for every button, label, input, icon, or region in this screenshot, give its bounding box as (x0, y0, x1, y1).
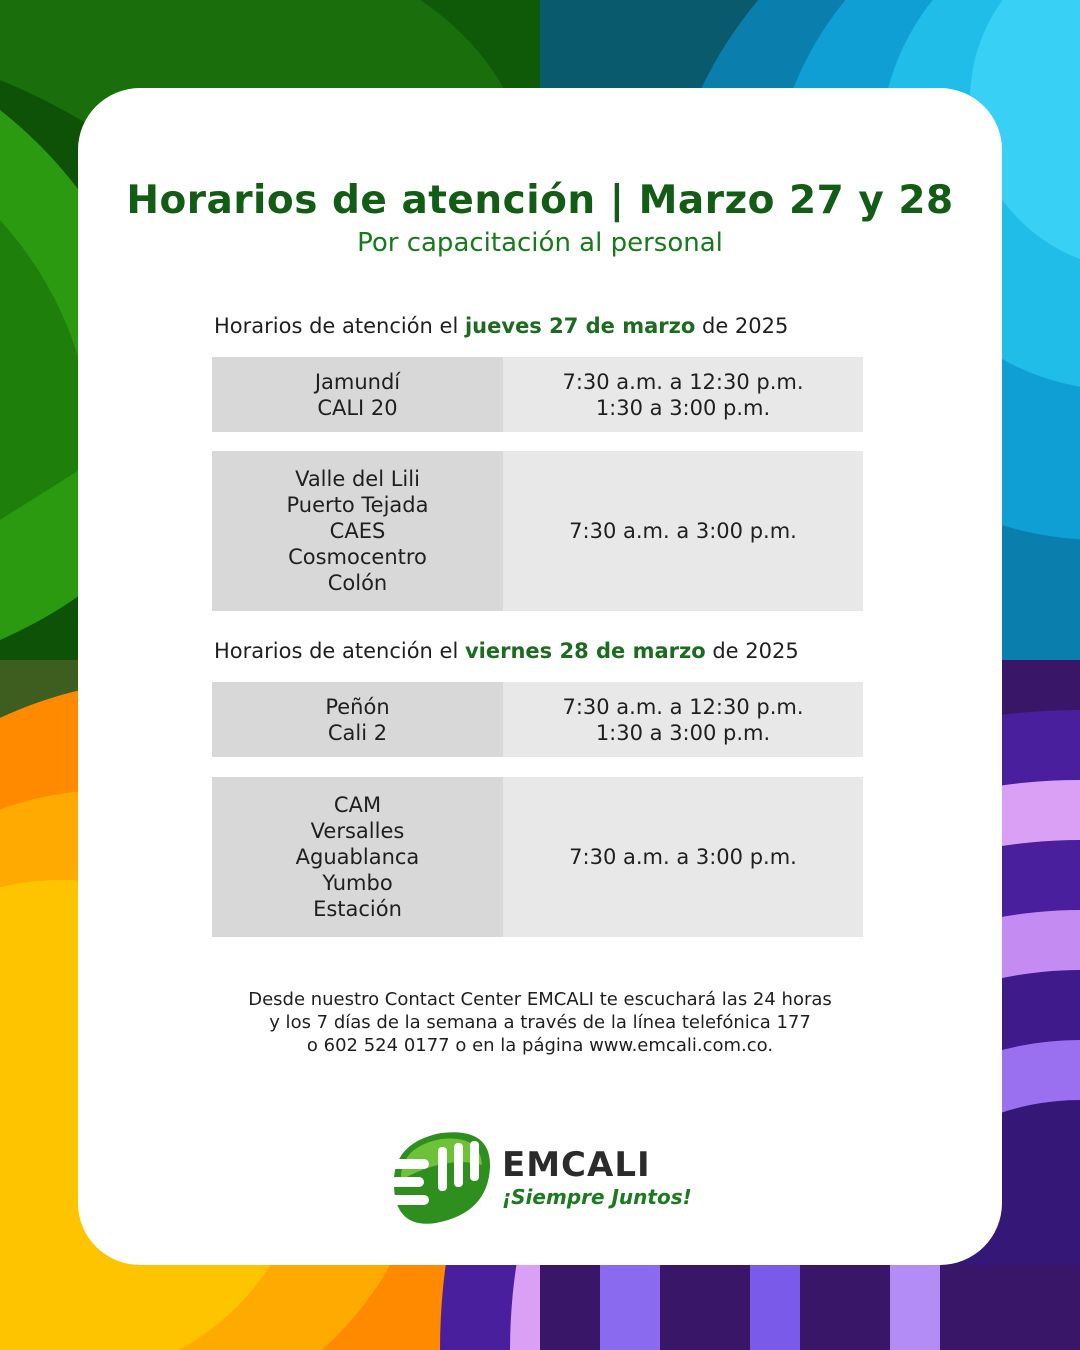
location-name: Puerto Tejada (286, 493, 429, 517)
table-row (212, 357, 863, 432)
locations-cell (212, 357, 503, 432)
hours-cell (503, 682, 863, 757)
contact-info (200, 988, 880, 1057)
contact-line: y los 7 días de la semana a través de la línea telefónica 177 (269, 1012, 811, 1033)
table-row (212, 682, 863, 757)
location-name: Peñón (325, 694, 390, 719)
logo-slogan: ¡Siempre Juntos! (502, 1185, 692, 1209)
location-name: Cali 2 (327, 720, 388, 745)
page-subtitle: Por capacitación al personal (357, 228, 723, 258)
table-row (212, 451, 863, 611)
locations-cell (212, 451, 503, 611)
location-name: CAM (333, 793, 382, 817)
hours-text: 7:30 a.m. a 3:00 p.m. (569, 519, 797, 543)
location-name: Colón (327, 571, 388, 595)
hours-text: 1:30 a 3:00 p.m. (595, 720, 771, 745)
hours-text: 1:30 a 3:00 p.m. (595, 395, 771, 420)
location-name: Jamundí (314, 369, 401, 394)
page-title: Horarios de atención | Marzo 27 y 28 (126, 178, 954, 223)
table-row (212, 777, 863, 937)
emcali-logo (386, 1125, 696, 1235)
hours-cell (503, 451, 863, 611)
contact-line: Desde nuestro Contact Center EMCALI te escuchará las 24 horas (248, 989, 832, 1010)
location-name: CAES (329, 519, 386, 543)
hours-text: 7:30 a.m. a 12:30 p.m. (562, 369, 804, 394)
location-name: Yumbo (322, 871, 393, 895)
hours-text: 7:30 a.m. a 12:30 p.m. (562, 694, 804, 719)
contact-line: o 602 524 0177 o en la página www.emcali.com.co. (306, 1035, 774, 1056)
hours-text: 7:30 a.m. a 3:00 p.m. (569, 845, 797, 869)
section-heading-thursday: Horarios de atención el jueves 27 de marzo de 2025 (214, 314, 789, 338)
schedule-card (78, 88, 1002, 1265)
location-name: Estación (313, 897, 402, 921)
hours-cell (503, 357, 863, 432)
logo-name: EMCALI (502, 1145, 651, 1185)
location-name: Aguablanca (295, 845, 420, 869)
hours-cell (503, 777, 863, 937)
location-name: Cosmocentro (288, 545, 427, 569)
locations-cell (212, 682, 503, 757)
location-name: Valle del Lili (295, 467, 420, 491)
location-name: Versalles (310, 819, 405, 843)
section-heading-friday: Horarios de atención el viernes 28 de marzo de 2025 (214, 639, 799, 663)
location-name: CALI 20 (317, 395, 398, 420)
locations-cell (212, 777, 503, 937)
emcali-logo-icon (386, 1125, 496, 1235)
